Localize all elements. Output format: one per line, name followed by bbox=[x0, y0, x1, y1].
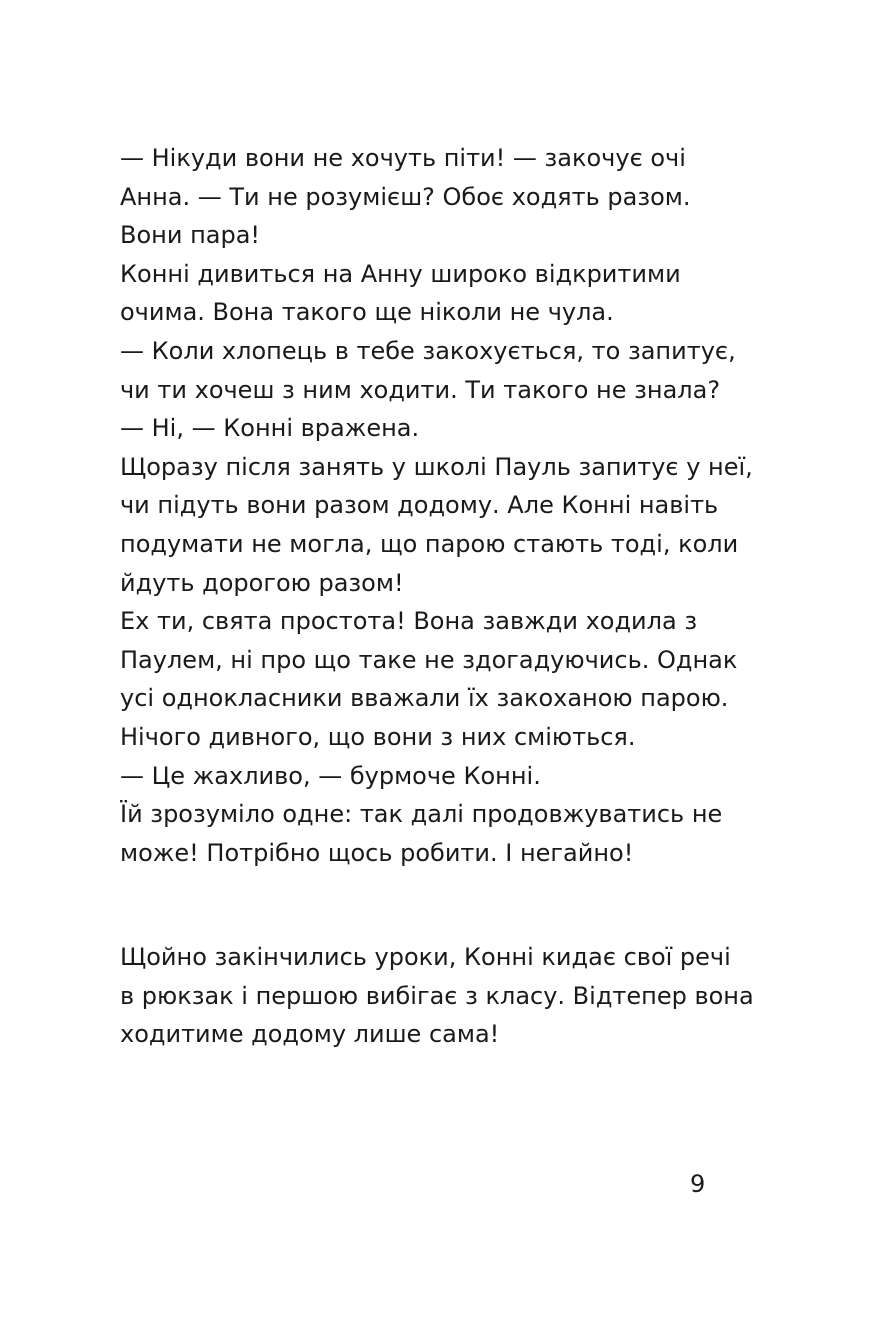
text-line: Щойно закінчились уроки, Конні кидає свої речі bbox=[120, 943, 731, 971]
text-line: — Нікуди вони не хочуть піти! — закочує очі bbox=[120, 144, 686, 172]
text-line: ходитиме додому лише сама! bbox=[120, 1020, 500, 1049]
text-block-1 bbox=[120, 139, 760, 872]
text-block-2 bbox=[120, 938, 760, 1054]
text-line: Паулем, ні про що таке не здогадуючись. Однак bbox=[120, 645, 738, 674]
text-line: Ех ти, свята простота! Вона завжди ходила з bbox=[120, 607, 698, 636]
text-line: Їй зрозуміло одне: так далі продовжуватись не bbox=[120, 800, 723, 829]
text-line: чи ти хочеш з ним ходити. Ти такого не знала? bbox=[120, 375, 721, 404]
text-line: Анна. — Ти не розумієш? Обоє ходять разом. bbox=[120, 182, 691, 211]
text-line: усі однокласники вважали їх закоханою парою. bbox=[120, 684, 729, 713]
text-line: — Ні, — Конні вражена. bbox=[120, 414, 420, 443]
text-line: в рюкзак і першою вибігає з класу. Відтепер вона bbox=[120, 981, 754, 1010]
text-line: очима. Вона такого ще ніколи не чула. bbox=[120, 298, 614, 327]
text-line: Вони пара! bbox=[120, 221, 261, 250]
text-line: Щоразу після занять у школі Пауль запитує у неї, bbox=[120, 452, 753, 481]
text-line: Нічого дивного, що вони з них сміються. bbox=[120, 722, 636, 751]
text-line: — Коли хлопець в тебе закохується, то запитує, bbox=[120, 336, 736, 365]
text-line: чи підуть вони разом додому. Але Конні навіть bbox=[120, 491, 719, 520]
text-line: Конні дивиться на Анну широко відкритими bbox=[120, 259, 681, 288]
text-line: може! Потрібно щось робити. І негайно! bbox=[120, 838, 634, 867]
text-line: йдуть дорогою разом! bbox=[120, 568, 404, 597]
text-line: — Це жахливо, — бурмоче Конні. bbox=[120, 761, 541, 790]
text-line: подумати не могла, що парою стають тоді, коли bbox=[120, 529, 739, 558]
page-number: 9 bbox=[690, 1170, 706, 1198]
